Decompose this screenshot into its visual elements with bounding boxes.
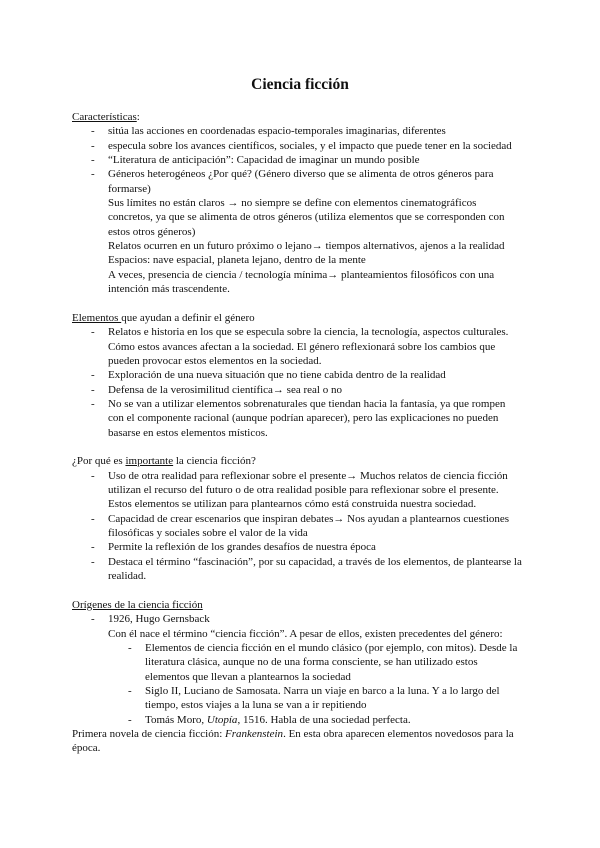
section-heading xyxy=(72,454,542,468)
section-heading xyxy=(72,110,542,124)
text-segment: Estos elementos se utilizan para plantearnos cómo está construida nuestra sociedad. xyxy=(108,498,477,511)
bullet-dash: - xyxy=(91,369,95,382)
list-item-continuation xyxy=(72,210,542,224)
list-item xyxy=(72,268,542,282)
section xyxy=(72,454,542,583)
section xyxy=(72,110,542,296)
section xyxy=(72,598,542,756)
bullet-dash: - xyxy=(91,613,95,626)
list-item-continuation xyxy=(72,340,542,354)
text-segment: Defensa de la verosimilitud científica→ sea real o no xyxy=(108,383,342,396)
text-segment: Tomás Moro, xyxy=(145,713,207,726)
list-item-continuation xyxy=(72,497,542,511)
list-item-continuation xyxy=(72,670,542,684)
list-item-continuation xyxy=(72,411,542,425)
list-item xyxy=(72,325,542,339)
bullet-dash: - xyxy=(128,641,132,654)
text-segment: Utopía xyxy=(206,713,238,726)
text-segment: pueden provocar estos elementos en la sociedad. xyxy=(108,354,322,367)
text-segment: utilizan el recurso del futuro o de otra realidad posible para reflexionar sobre el presente. xyxy=(108,484,499,497)
heading-text: Características xyxy=(72,111,137,123)
list-item xyxy=(72,684,542,698)
section-heading xyxy=(72,311,542,325)
text-segment: Con él nace el término “ciencia ficción”. A pesar de ellos, existen precedentes del género: xyxy=(108,627,503,640)
list-item-continuation xyxy=(72,483,542,497)
text-segment: . En esta obra aparecen elementos novedosos para la xyxy=(283,727,514,740)
list-item-continuation xyxy=(72,741,542,755)
text-segment: tiempo, estos viajes a la luna se van a ir repitiendo xyxy=(145,699,367,712)
text-segment: No se van a utilizar elementos sobrenaturales que tiendan hacia la fantasía, ya que rompen xyxy=(108,397,506,410)
text-segment: formarse) xyxy=(108,182,151,195)
list-item xyxy=(72,139,542,153)
text-segment: Géneros heterogéneos ¿Por qué? (Género diverso que se alimenta de otros géneros para xyxy=(108,168,494,181)
text-segment: Relatos e historia en los que se especula sobre la ciencia, la tecnología, aspectos culturales. xyxy=(108,326,509,339)
heading-text: : xyxy=(136,111,140,123)
text-segment: Siglo II, Luciano de Samosata. Narra un viaje en barco a la luna. Y a lo largo del xyxy=(145,684,500,697)
list-item-continuation xyxy=(72,698,542,712)
text-segment: concretos, ya que se alimenta de otros géneros (utiliza elementos que se corresponden con xyxy=(108,211,505,224)
text-segment: intención más trascendente. xyxy=(108,283,230,296)
text-segment: A veces, presencia de ciencia / tecnología mínima→ planteamientos filosóficos con una xyxy=(108,268,495,281)
text-segment: realidad. xyxy=(108,570,147,583)
bullet-dash: - xyxy=(91,168,95,181)
list-item xyxy=(72,627,542,641)
text-segment: Espacios: nave espacial, planeta lejano, dentro de la mente xyxy=(108,254,366,267)
list-item-continuation xyxy=(72,354,542,368)
list-item-continuation xyxy=(72,569,542,583)
text-segment: Primera novela de ciencia ficción: xyxy=(72,727,226,740)
text-segment: literatura clásica, aunque no de una forma consciente, se han utilizado estos xyxy=(145,656,478,669)
text-segment: Sus límites no están claros → no siempre se define con elementos cinematográficos xyxy=(108,197,477,210)
list-item xyxy=(72,540,542,554)
text-segment: estos otros géneros) xyxy=(108,225,196,238)
heading-text: importante xyxy=(125,455,174,468)
text-segment: 1926, Hugo Gernsback xyxy=(108,613,210,626)
list-item-continuation xyxy=(72,182,542,196)
list-item xyxy=(72,196,542,210)
text-segment: “Literatura de anticipación”: Capacidad de imaginar un mundo posible xyxy=(108,154,420,167)
text-segment: Relatos ocurren en un futuro próximo o lejano→ tiempos alternativos, ajenos a la realidad xyxy=(108,240,505,253)
bullet-dash: - xyxy=(91,326,95,339)
heading-text: que ayudan a definir el género xyxy=(121,311,255,324)
list-item xyxy=(72,641,542,655)
text-segment: filosóficas y sociales sobre el valor de la vida xyxy=(108,527,308,540)
text-segment: sitúa las acciones en coordenadas espacio-temporales imaginarias, diferentes xyxy=(108,125,446,138)
list-item xyxy=(72,713,542,727)
list-item xyxy=(72,253,542,267)
bullet-dash: - xyxy=(91,541,95,554)
text-segment: Frankenstein xyxy=(225,727,284,740)
document-title: Ciencia ficción xyxy=(251,76,349,93)
text-segment: Destaca el término “fascinación”, por su capacidad, a través de los elementos, de plantearse la xyxy=(108,555,522,568)
list-item xyxy=(72,368,542,382)
text-segment: Uso de otra realidad para reflexionar sobre el presente→ Muchos relatos de ciencia ficción xyxy=(108,469,508,482)
text-segment: con el componente racional (aunque podrían aparecer), pero las explicaciones no pueden xyxy=(108,412,499,425)
text-segment: época. xyxy=(72,742,101,755)
text-segment: basarse en estos elementos místicos. xyxy=(108,426,268,439)
list-item xyxy=(72,612,542,626)
list-item xyxy=(72,469,542,483)
text-segment: elementos que llevan a plantearnos la sociedad xyxy=(145,670,351,683)
list-item-continuation xyxy=(72,655,542,669)
bullet-dash: - xyxy=(91,125,95,138)
text-segment: Cómo estos avances afectan a la sociedad. El género reflexionará sobre los cambios que xyxy=(108,340,496,353)
list-item xyxy=(72,383,542,397)
bullet-dash: - xyxy=(91,555,95,568)
bullet-dash: - xyxy=(91,139,95,152)
section-heading xyxy=(72,598,542,612)
text-segment: especula sobre los avances científicos, sociales, y el impacto que puede tener en la sociedad xyxy=(108,139,512,152)
list-item xyxy=(72,397,542,411)
list-item-continuation xyxy=(72,225,542,239)
list-item xyxy=(72,512,542,526)
list-item xyxy=(72,727,542,741)
heading-text: Elementos xyxy=(72,311,122,324)
document-body xyxy=(72,110,542,770)
list-item-continuation xyxy=(72,426,542,440)
bullet-dash: - xyxy=(91,397,95,410)
text-segment: Elementos de ciencia ficción en el mundo clásico (por ejemplo, con mitos). Desde la xyxy=(145,641,518,654)
list-item-continuation xyxy=(72,526,542,540)
list-item xyxy=(72,153,542,167)
text-segment: Permite la reflexión de los grandes desafíos de nuestra época xyxy=(108,541,376,554)
text-segment: Exploración de una nueva situación que no tiene cabida dentro de la realidad xyxy=(108,369,446,382)
list-item-continuation xyxy=(72,282,542,296)
bullet-dash: - xyxy=(128,713,132,726)
list-item xyxy=(72,167,542,181)
heading-text: ¿Por qué es xyxy=(72,455,126,468)
text-segment: , 1516. Habla de una sociedad perfecta. xyxy=(237,713,411,726)
bullet-dash: - xyxy=(91,154,95,167)
heading-text: la ciencia ficción? xyxy=(173,455,256,468)
bullet-dash: - xyxy=(91,469,95,482)
bullet-dash: - xyxy=(128,684,132,697)
list-item xyxy=(72,124,542,138)
bullet-dash: - xyxy=(91,383,95,396)
heading-text: Orígenes de la ciencia ficción xyxy=(72,598,203,611)
list-item xyxy=(72,239,542,253)
list-item xyxy=(72,555,542,569)
section xyxy=(72,311,542,440)
text-segment: Capacidad de crear escenarios que inspiran debates→ Nos ayudan a plantearnos cuestiones xyxy=(108,512,510,525)
bullet-dash: - xyxy=(91,512,95,525)
